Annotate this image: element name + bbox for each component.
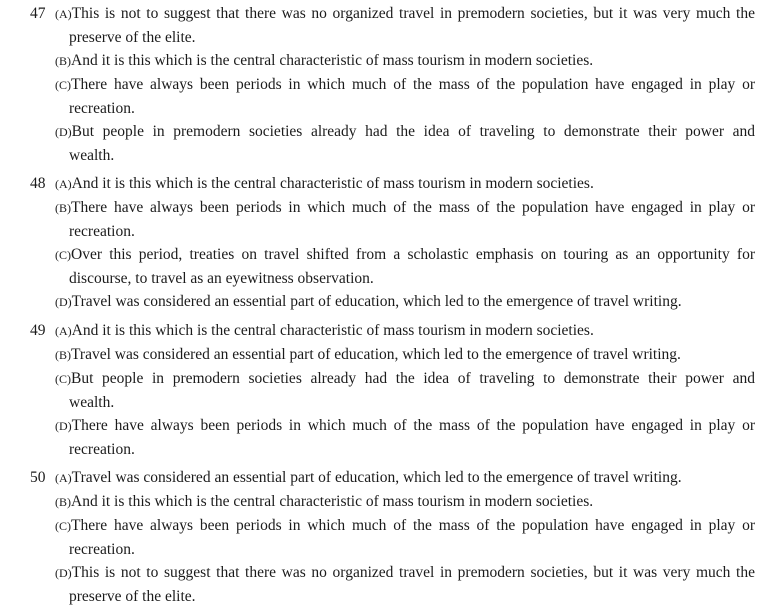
option-label: (A) [55,324,72,338]
option-A [55,172,755,196]
option-D [55,414,755,461]
option-text-line: Over this period, treaties on travel shifted from a scholastic emphasis on touring as an opportunity for [71,246,755,263]
question-49 [30,319,755,461]
option-label: (B) [55,495,71,509]
question-number: 47 [30,5,46,22]
option-text-line: There have always been periods in which much of the mass of the population have engaged in play or [71,417,755,434]
option-text-line: preserve of the elite. [69,29,196,46]
question-47 [30,2,755,167]
option-label: (A) [55,177,72,191]
option-first-line [55,561,755,585]
option-label: (B) [55,201,71,215]
option-label: (C) [55,519,71,533]
option-first-line [55,172,755,196]
option-first-line [55,514,755,538]
question-number: 50 [30,469,46,486]
option-label: (A) [55,471,72,485]
option-C [55,73,755,120]
option-label: (B) [55,348,71,362]
question-49-options [55,319,755,461]
option-first-line [55,120,755,144]
option-label: (A) [55,7,72,21]
question-50 [30,466,755,608]
option-text-line: recreation. [69,223,135,240]
question-48-options [55,172,755,314]
option-text-line: Travel was considered an essential part of education, which led to the emergence of travel writing. [71,293,682,310]
option-text-line: There have always been periods in which much of the mass of the population have engaged in play or [71,76,755,93]
option-first-line [55,466,755,490]
option-text-line: Travel was considered an essential part of education, which led to the emergence of travel writing. [71,346,681,363]
option-label: (D) [55,295,72,309]
option-text-line: But people in premodern societies already had the idea of traveling to demonstrate their power and [71,123,755,140]
option-C [55,367,755,414]
option-text-line: There have always been periods in which much of the mass of the population have engaged in play or [71,199,755,216]
option-A [55,466,755,490]
option-first-line [55,243,755,267]
option-first-line [55,490,755,514]
question-47-options [55,2,755,167]
option-text-line: And it is this which is the central characteristic of mass tourism in modern societies. [71,175,594,192]
option-label: (C) [55,372,71,386]
question-48 [30,172,755,314]
option-D [55,561,755,608]
option-label: (D) [55,419,72,433]
option-C [55,243,755,290]
option-B [55,343,755,367]
option-label: (D) [55,566,72,580]
option-first-line [55,2,755,26]
option-first-line [55,49,755,73]
option-text-line: wealth. [69,394,115,411]
option-text-line: But people in premodern societies already had the idea of traveling to demonstrate their power and [71,370,755,387]
option-text-line: recreation. [69,100,135,117]
option-A [55,319,755,343]
question-number: 48 [30,175,46,192]
option-text-line: This is not to suggest that there was no organized travel in premodern societies, but it was very much the [71,5,755,22]
option-text-line: And it is this which is the central characteristic of mass tourism in modern societies. [71,322,594,339]
option-first-line [55,367,755,391]
question-number: 49 [30,322,46,339]
option-text-line: And it is this which is the central characteristic of mass tourism in modern societies. [71,493,594,510]
option-C [55,514,755,561]
option-label: (B) [55,54,71,68]
option-text-line: This is not to suggest that there was no organized travel in premodern societies, but it was very much the [71,564,755,581]
option-A [55,2,755,49]
option-text-line: preserve of the elite. [69,588,196,605]
option-text-line: And it is this which is the central characteristic of mass tourism in modern societies. [71,52,594,69]
option-D [55,290,755,314]
option-label: (C) [55,78,71,92]
option-text-line: Travel was considered an essential part of education, which led to the emergence of travel writing. [71,469,682,486]
question-50-options [55,466,755,608]
option-first-line [55,414,755,438]
option-B [55,196,755,243]
option-first-line [55,319,755,343]
option-D [55,120,755,167]
option-text-line: wealth. [69,147,115,164]
option-text-line: recreation. [69,441,135,458]
option-text-line: recreation. [69,541,135,558]
option-first-line [55,343,755,367]
option-label: (D) [55,125,72,139]
option-text-line: discourse, to travel as an eyewitness observation. [69,270,374,287]
option-text-line: There have always been periods in which much of the mass of the population have engaged in play or [71,517,755,534]
option-label: (C) [55,248,71,262]
option-B [55,49,755,73]
option-B [55,490,755,514]
option-first-line [55,73,755,97]
option-first-line [55,196,755,220]
option-first-line [55,290,755,314]
